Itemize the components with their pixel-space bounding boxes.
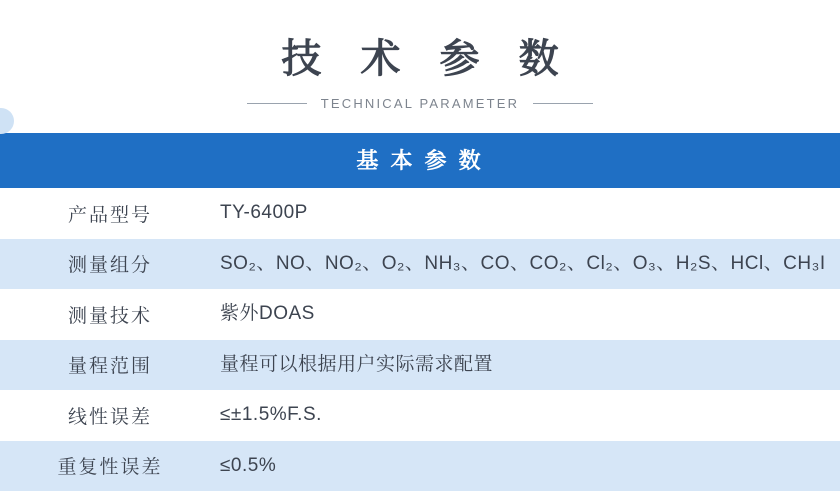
divider-left (247, 103, 307, 104)
table-row (0, 441, 840, 491)
row-value: 紫外DOAS (220, 289, 840, 340)
parameters-table (0, 188, 840, 491)
parameters-section (0, 133, 840, 491)
page-title: 技 术 参 数 (0, 34, 840, 84)
section-band-title: 基 本 参 数 (0, 133, 840, 188)
table-row (0, 188, 840, 239)
divider-right (533, 103, 593, 104)
table-row (0, 340, 840, 391)
row-value: ≤0.5% (220, 441, 840, 491)
row-label: 测量技术 (0, 289, 220, 340)
table-row (0, 289, 840, 340)
row-value: TY-6400P (220, 188, 840, 239)
row-value: 量程可以根据用户实际需求配置 (220, 340, 840, 391)
row-value: ≤±1.5%F.S. (220, 390, 840, 441)
decorative-dot (0, 108, 14, 134)
page-subtitle: TECHNICAL PARAMETER (321, 96, 520, 111)
row-value: SO₂、NO、NO₂、O₂、NH₃、CO、CO₂、Cl₂、O₃、H₂S、HCl、CH₃I (220, 239, 840, 290)
row-label: 产品型号 (0, 188, 220, 239)
page-header (0, 0, 840, 111)
row-label: 线性误差 (0, 390, 220, 441)
row-label: 测量组分 (0, 239, 220, 290)
row-label: 重复性误差 (0, 441, 220, 491)
table-row (0, 390, 840, 441)
subtitle-row (0, 96, 840, 111)
row-label: 量程范围 (0, 340, 220, 391)
table-row (0, 239, 840, 290)
